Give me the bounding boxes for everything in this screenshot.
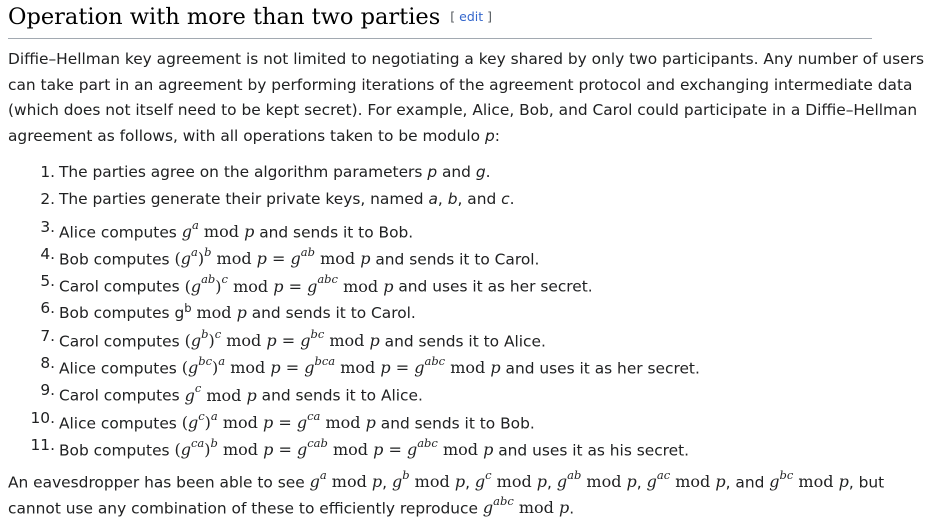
step-text: The parties generate their private keys, named — [59, 190, 429, 209]
step-text: . — [485, 163, 491, 181]
step-text: The parties agree on the algorithm parameters — [59, 163, 428, 181]
list-item — [0, 405, 872, 432]
step-number: 9. — [40, 381, 55, 400]
step-text: and sends it to Carol. — [246, 304, 416, 323]
step-text: . — [509, 190, 515, 209]
step-text: and sends it to Alice. — [379, 332, 546, 351]
var-b: b — [447, 190, 458, 209]
edit-section — [450, 9, 492, 24]
edit-bracket-open: [ — [450, 9, 460, 24]
math-expression: mod p — [196, 303, 247, 323]
step-text: Alice computes — [59, 222, 182, 241]
outro-line: An eavesdropper has been able to see $g^a$ mod p, $g^b$ mod p, $g^c$ mod p, $g^{ab}$ mod p, $g^{ac}$ mod p, and $g^{bc}$ mod p, but — [8, 468, 885, 492]
steps-list — [0, 159, 872, 459]
var-p: p — [484, 127, 495, 146]
list-item — [0, 377, 872, 404]
math-expression: $(g^a)^b$ mod $p = g^{ab}$ mod p — [174, 244, 371, 269]
list-item — [0, 159, 872, 186]
list-item — [0, 350, 872, 377]
step-text: , and — [457, 190, 502, 209]
math-expression: $(g^{ab})^c$ mod $p = g^{abc}$ mod p — [184, 272, 394, 296]
step-text: Bob computes — [59, 250, 175, 269]
step-text: and sends it to Bob. — [375, 414, 535, 432]
step-text: Carol computes — [59, 332, 185, 351]
step-text: Alice computes — [59, 414, 182, 432]
math-expression: $g^a$ mod p — [181, 217, 255, 241]
step-number: 1. — [40, 163, 55, 181]
step-text: Bob computes — [59, 441, 175, 460]
section-title: Operation with more than two parties — [8, 4, 441, 30]
step-text: Bob computes g — [59, 304, 185, 323]
math-expression: $g^c$ mod p — [184, 381, 257, 405]
step-number: 3. — [40, 217, 55, 236]
step-text: Carol computes — [59, 386, 185, 405]
step-text: Alice computes — [59, 359, 182, 378]
step-text: and sends it to Bob. — [254, 222, 414, 241]
list-item — [0, 241, 872, 268]
intro-text: agreement as follows, with all operations taken to be modulo — [8, 127, 485, 146]
intro-line — [8, 124, 938, 150]
intro-punct: : — [494, 127, 500, 146]
step-number: 2. — [40, 190, 55, 209]
step-number: 10. — [30, 408, 55, 427]
outro-line: cannot use any combination of these to efficiently reproduce $g^{abc}$ mod p. — [8, 493, 575, 518]
step-text: and — [437, 163, 476, 181]
exponent: b — [184, 301, 192, 316]
list-item — [0, 214, 872, 241]
edit-bracket-close: ] — [483, 9, 492, 24]
list-item — [0, 186, 872, 213]
var-c: c — [501, 190, 510, 209]
step-text: and uses it as her secret. — [393, 277, 593, 296]
list-item — [0, 268, 872, 295]
step-text: Carol computes — [59, 277, 185, 296]
math-expression: $(g^c)^a$ mod $p = g^{ca}$ mod p — [181, 408, 376, 432]
step-number: 4. — [40, 244, 55, 263]
step-text: and sends it to Alice. — [256, 386, 423, 405]
intro-line: Diffie–Hellman key agreement is not limited to negotiating a key shared by only two participants. Any number of users — [8, 50, 924, 68]
step-text: and uses it as his secret. — [493, 441, 690, 460]
var-g: g — [475, 163, 486, 181]
math-expression: $(g^b)^c$ mod $p = g^{bc}$ mod p — [184, 326, 380, 351]
step-text: , — [437, 190, 448, 209]
step-text: and uses it as her secret. — [500, 359, 700, 378]
step-number: 7. — [40, 326, 55, 345]
intro-paragraph — [8, 47, 938, 150]
outro-paragraph — [8, 465, 938, 516]
list-item — [0, 295, 872, 322]
step-number: 11. — [30, 435, 55, 454]
list-item — [0, 323, 872, 350]
step-text: and sends it to Carol. — [370, 250, 540, 269]
intro-line: (which does not itself need to be kept secret). For example, Alice, Bob, and Carol could participate in a Diffie–Hellman — [8, 101, 918, 120]
step-number: 5. — [40, 272, 55, 291]
section-heading — [8, 4, 872, 39]
step-number: 6. — [40, 299, 55, 318]
math-expression: $(g^{ca})^b$ mod $p = g^{cab}$ mod $p = g^{abc}$ mod p — [174, 435, 494, 460]
intro-line: can take part in an agreement by performing iterations of the agreement protocol and exchanging intermediate data — [8, 75, 913, 94]
step-number: 8. — [40, 354, 55, 373]
var-a: a — [428, 190, 438, 209]
edit-link[interactable]: edit — [459, 9, 484, 24]
var-p: p — [427, 163, 438, 181]
list-item — [0, 432, 872, 459]
math-expression: $(g^{bc})^a$ mod $p = g^{bca}$ mod $p = g^{abc}$ mod p — [181, 354, 501, 378]
